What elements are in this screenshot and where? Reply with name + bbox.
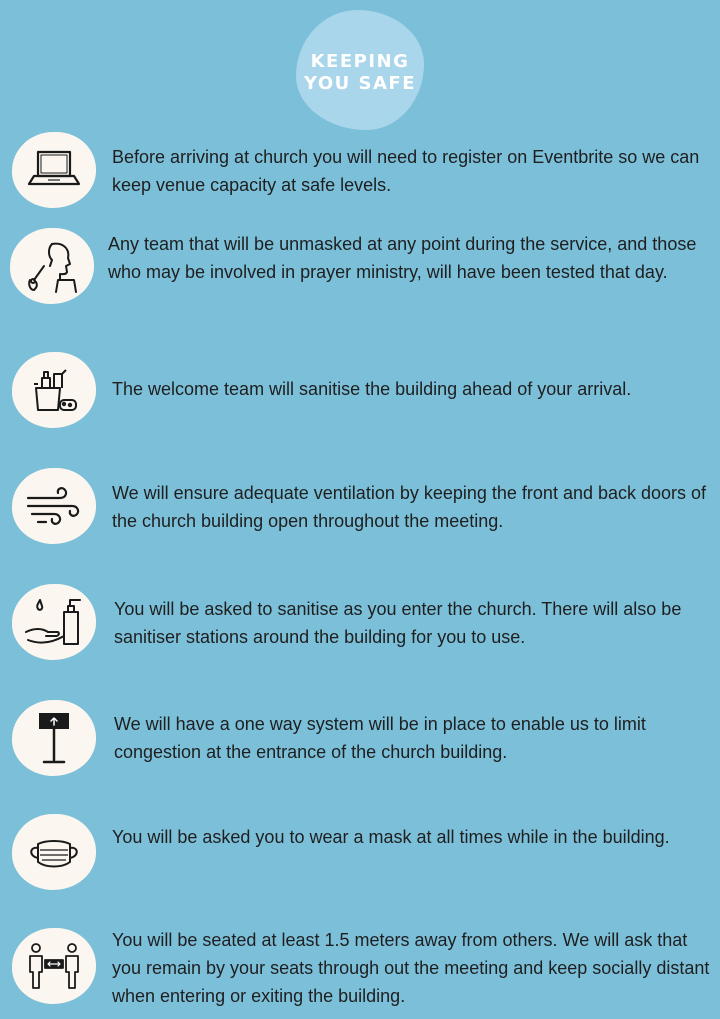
face-mask-icon: [24, 822, 84, 882]
icon-badge: [12, 814, 96, 890]
hand-sanitiser-icon: [24, 592, 84, 652]
icon-badge: [12, 132, 96, 208]
icon-badge: [10, 228, 94, 304]
item-text: Any team that will be unmasked at any point during the service, and those who may be involved in prayer ministry, will have been tested that day.: [108, 234, 697, 282]
icon-badge: [12, 352, 96, 428]
item-text: The welcome team will sanitise the building ahead of your arrival.: [112, 379, 632, 399]
social-distancing-icon: [24, 936, 84, 996]
item-text: You will be asked to sanitise as you enter the church. There will also be sanitiser stations around the building for you to use.: [114, 599, 682, 647]
cleaning-supplies-icon: [24, 360, 84, 420]
item-text: We will have a one way system will be in place to enable us to limit congestion at the entrance of the church building.: [114, 714, 646, 762]
wind-icon: [24, 476, 84, 536]
icon-badge: [12, 584, 96, 660]
item-text: You will be seated at least 1.5 meters away from others. We will ask that you remain by your seats through out the meeting and keep socially distant when entering or exiting the building.: [112, 930, 710, 1006]
title-line-2: YOU SAFE: [303, 73, 417, 94]
laptop-icon: [24, 140, 84, 200]
page-title: [296, 51, 424, 95]
item-text: We will ensure adequate ventilation by keeping the front and back doors of the church building open throughout the meeting.: [112, 483, 707, 531]
icon-badge: [12, 468, 96, 544]
item-text: You will be asked you to wear a mask at all times while in the building.: [112, 827, 670, 847]
icon-badge: [12, 700, 96, 776]
covid-test-icon: [22, 236, 82, 296]
one-way-sign-icon: [24, 708, 84, 768]
title-line-1: KEEPING: [310, 51, 410, 72]
item-text: Before arriving at church you will need to register on Eventbrite so we can keep venue capacity at safe levels.: [112, 147, 700, 195]
icon-badge: [12, 928, 96, 1004]
